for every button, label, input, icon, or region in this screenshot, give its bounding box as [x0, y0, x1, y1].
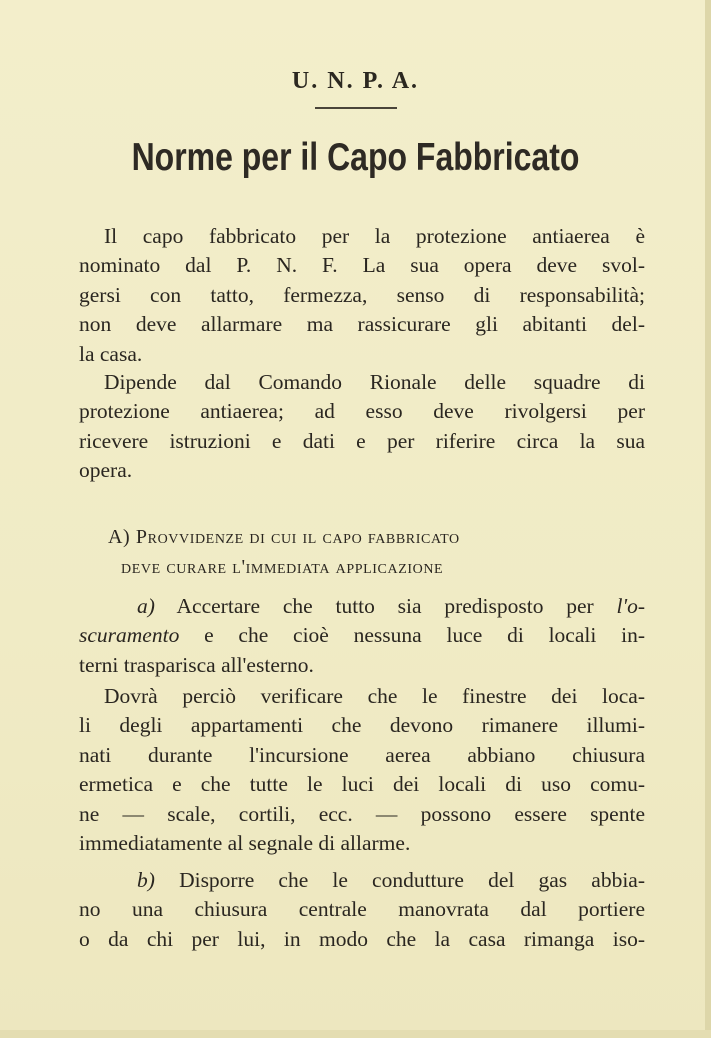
- text-line: Dipende dal Comando Rionale delle squadre di: [104, 370, 645, 394]
- text-line: [79, 866, 645, 895]
- text-line: li degli appartamenti che devono rimanere illumi-: [79, 713, 645, 738]
- text-line: ricevere istruzioni e dati e per riferire circa la sua: [79, 428, 645, 453]
- document-title: Norme per il Capo Fabbricato: [131, 136, 580, 179]
- item-text: Accertare che tutto sia predisposto per: [176, 594, 594, 618]
- section-heading-line: deve curare l'immediata applicazione: [121, 556, 444, 578]
- text-line: Il capo fabbricato per la protezione antiaerea è: [104, 224, 645, 248]
- item-label: b): [137, 868, 155, 892]
- item-b: [79, 866, 645, 954]
- intro-paragraph-2: [79, 368, 645, 486]
- text-line: protezione antiaerea; ad esso deve rivolgersi per: [79, 399, 645, 424]
- item-text: e che cioè nessuna luce di locali in-: [204, 623, 645, 648]
- text-line: terni trasparisca all'esterno.: [79, 652, 314, 677]
- text-line: immediatamente al segnale di allarme.: [79, 830, 411, 855]
- text-line: non deve allarmare ma rassicurare gli abitanti del-: [79, 312, 645, 337]
- item-emphasis: l'o-: [616, 594, 645, 618]
- item-emphasis: scuramento: [79, 623, 180, 648]
- text-line: ne — scale, cortili, ecc. — possono essere spente: [79, 801, 645, 826]
- text-line: [79, 592, 645, 621]
- item-a-continuation: [79, 682, 645, 858]
- text-line: o da chi per lui, in modo che la casa rimanga iso-: [79, 926, 645, 951]
- text-line: Dovrà perciò verificare che le finestre dei loca-: [104, 684, 645, 708]
- text-line: no una chiusura centrale manovrata dal portiere: [79, 897, 645, 922]
- text-line: nominato dal P. N. F. La sua opera deve svol-: [79, 253, 645, 278]
- item-a: [79, 592, 645, 680]
- text-line: [79, 621, 645, 650]
- text-line: nati durante l'incursione aerea abbiano chiusura: [79, 742, 645, 767]
- intro-paragraph-1: [79, 222, 645, 369]
- item-text: Disporre che le condutture del gas abbia-: [179, 868, 646, 892]
- text-line: ermetica e che tutte le luci dei locali di uso comu-: [79, 772, 645, 797]
- text-line: opera.: [79, 458, 133, 483]
- section-a-heading: [79, 522, 645, 582]
- organization-header: U. N. P. A.: [291, 68, 420, 94]
- section-heading-line: A) Provvidenze di cui il capo fabbricato: [108, 526, 460, 548]
- page-edge-right: [705, 0, 711, 1038]
- text-line: la casa.: [79, 341, 143, 366]
- page-edge-bottom: [0, 1030, 711, 1038]
- item-label: a): [137, 594, 155, 618]
- text-line: gersi con tatto, fermezza, senso di responsabilità;: [79, 282, 645, 307]
- header-divider: [315, 107, 397, 109]
